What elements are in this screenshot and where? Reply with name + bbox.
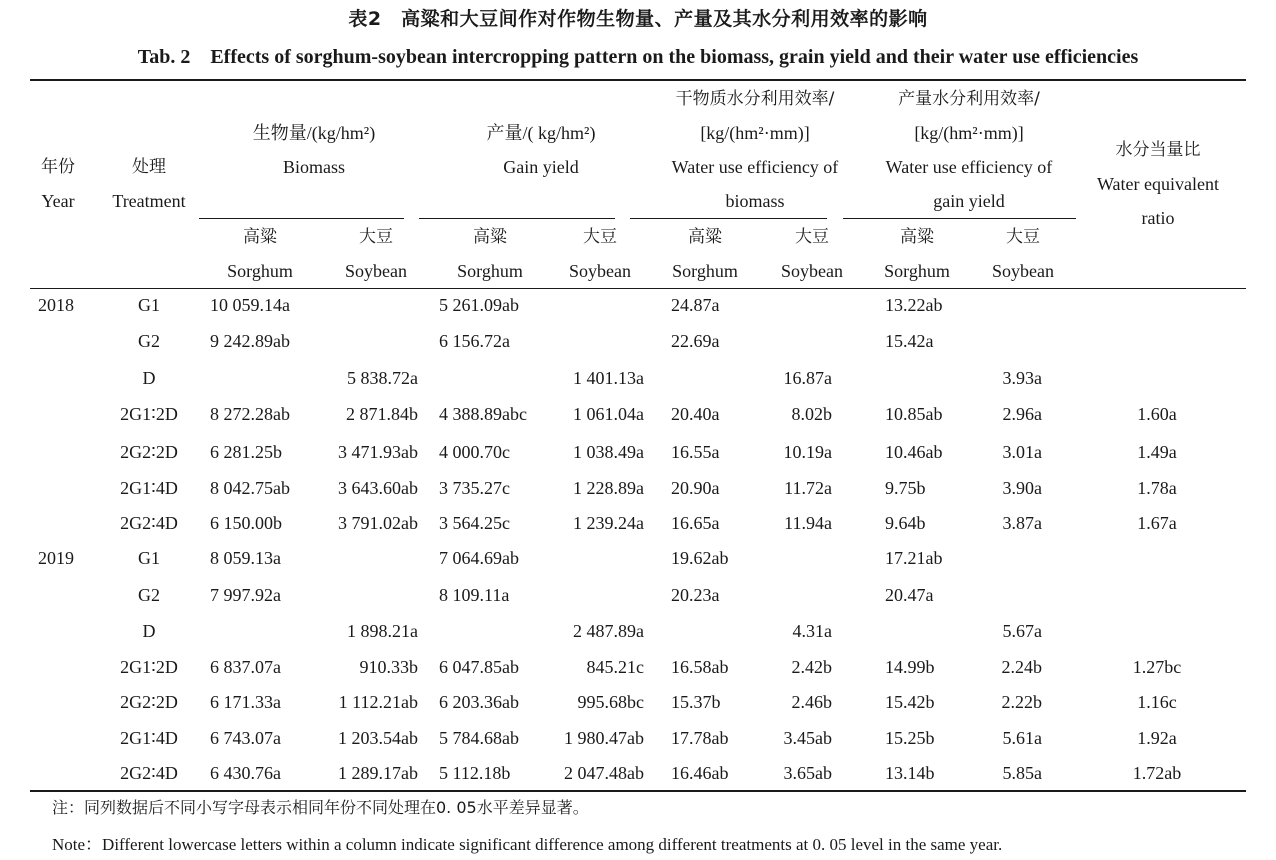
cell-yield-soybean: 845.21c xyxy=(586,657,644,677)
note-cn: 注：同列数据后不同小写字母表示相同年份不同处理在0. 05水平差异显著。 xyxy=(52,798,589,817)
cell-biomass-sorghum: 10 059.14a xyxy=(210,295,290,315)
cell-water-equivalent-ratio: 1.49a xyxy=(1137,442,1177,462)
cell-biomass-soybean: 2 871.84b xyxy=(346,404,418,424)
cell-yield-soybean: 2 487.89a xyxy=(573,621,644,641)
cell-wuey-sorghum: 10.85ab xyxy=(885,404,943,424)
biomass-header: 生物量/(kg/hm²) Biomass xyxy=(252,123,376,177)
cell-biomass-soybean: 3 791.02ab xyxy=(338,513,418,533)
cell-biomass-soybean: 5 838.72a xyxy=(347,368,418,388)
sub-wuey-sorghum: 高粱 Sorghum xyxy=(884,227,950,281)
cell-biomass-sorghum: 9 242.89ab xyxy=(210,331,290,351)
cell-wueb-sorghum: 15.37b xyxy=(671,692,721,712)
cell-wueb-sorghum: 16.55a xyxy=(671,442,720,462)
cell-biomass-soybean: 1 898.21a xyxy=(347,621,418,641)
cell-biomass-soybean: 1 112.21ab xyxy=(338,692,418,712)
cell-yield-soybean: 995.68bc xyxy=(577,692,644,712)
sub-wueb-soybean: 大豆 Soybean xyxy=(781,227,843,281)
cell-wuey-sorghum: 13.22ab xyxy=(885,295,943,315)
cell-yield-sorghum: 4 388.89abc xyxy=(439,404,527,424)
cell-wueb-soybean: 4.31a xyxy=(792,621,832,641)
cell-biomass-soybean: 3 643.60ab xyxy=(338,478,418,498)
cell-wuey-soybean: 2.24b xyxy=(1001,657,1042,677)
cell-water-equivalent-ratio: 1.60a xyxy=(1137,404,1177,424)
sub-wuey-soybean: 大豆 Soybean xyxy=(992,227,1054,281)
cell-yield-sorghum: 6 047.85ab xyxy=(439,657,519,677)
treatment-header: 处理 Treatment xyxy=(112,157,186,211)
cell-wueb-soybean: 8.02b xyxy=(791,404,832,424)
wueb-group-rule xyxy=(630,218,827,219)
cell-yield-soybean: 1 980.47ab xyxy=(564,728,644,748)
cell-wueb-soybean: 2.42b xyxy=(791,657,832,677)
cell-wueb-sorghum: 20.90a xyxy=(671,478,720,498)
cell-wuey-soybean: 2.22b xyxy=(1001,692,1042,712)
cell-biomass-sorghum: 6 837.07a xyxy=(210,657,281,677)
cell-yield-soybean: 1 401.13a xyxy=(573,368,644,388)
cell-treatment: D xyxy=(142,368,156,388)
cell-yield-soybean: 2 047.48ab xyxy=(564,763,644,783)
cell-treatment: 2G2∶4D xyxy=(120,763,178,783)
water-equivalent-ratio-header: 水分当量比 Water equivalent ratio xyxy=(1097,140,1219,228)
cell-wueb-sorghum: 16.46ab xyxy=(671,763,729,783)
cell-biomass-soybean: 910.33b xyxy=(359,657,418,677)
cell-treatment: G1 xyxy=(138,548,160,568)
cell-water-equivalent-ratio: 1.92a xyxy=(1137,728,1177,748)
cell-biomass-sorghum: 6 150.00b xyxy=(210,513,282,533)
cell-wuey-sorghum: 10.46ab xyxy=(885,442,943,462)
cell-yield-sorghum: 7 064.69ab xyxy=(439,548,519,568)
cell-yield-sorghum: 6 156.72a xyxy=(439,331,510,351)
cell-biomass-sorghum: 8 059.13a xyxy=(210,548,281,568)
cell-wuey-sorghum: 15.42b xyxy=(885,692,935,712)
cell-wueb-soybean: 3.65ab xyxy=(783,763,832,783)
cell-biomass-soybean: 1 289.17ab xyxy=(338,763,418,783)
cell-wuey-soybean: 3.87a xyxy=(1002,513,1042,533)
sub-yield-sorghum: 高粱 Sorghum xyxy=(457,227,523,281)
yield-group-rule xyxy=(419,218,615,219)
cell-biomass-soybean: 3 471.93ab xyxy=(338,442,418,462)
cell-yield-sorghum: 8 109.11a xyxy=(439,585,510,605)
cell-treatment: 2G2∶4D xyxy=(120,513,178,533)
cell-wuey-sorghum: 9.75b xyxy=(885,478,926,498)
biomass-group-rule xyxy=(199,218,404,219)
cell-biomass-sorghum: 7 997.92a xyxy=(210,585,281,605)
cell-wueb-soybean: 11.72a xyxy=(784,478,832,498)
cell-yield-sorghum: 3 735.27c xyxy=(439,478,510,498)
cell-wuey-sorghum: 9.64b xyxy=(885,513,926,533)
cell-biomass-sorghum: 6 281.25b xyxy=(210,442,282,462)
cell-biomass-sorghum: 8 272.28ab xyxy=(210,404,290,424)
cell-wuey-sorghum: 14.99b xyxy=(885,657,935,677)
cell-wueb-soybean: 3.45ab xyxy=(783,728,832,748)
cell-wueb-sorghum: 22.69a xyxy=(671,331,720,351)
cell-treatment: G2 xyxy=(138,331,160,351)
table-title-en: Tab. 2 Effects of sorghum-soybean intercropping pattern on the biomass, grain yield and their water use efficiencies xyxy=(137,46,1139,68)
cell-treatment: 2G2∶2D xyxy=(120,442,178,462)
wue-yield-header: 产量水分利用效率/ [kg/(hm²·mm)] Water use efficiency of gain yield xyxy=(885,89,1053,211)
cell-wuey-soybean: 3.93a xyxy=(1002,368,1042,388)
year-header: 年份 Year xyxy=(41,157,75,211)
cell-biomass-sorghum: 6 743.07a xyxy=(210,728,281,748)
wuey-group-rule xyxy=(843,218,1076,219)
cell-wuey-soybean: 5.67a xyxy=(1002,621,1042,641)
note-en: Note：Different lowercase letters within a column indicate significant difference among different treatments at 0. 05 level in the same year. xyxy=(52,835,1003,854)
wue-biomass-header: 干物质水分利用效率/ [kg/(hm²·mm)] Water use efficiency of biomass xyxy=(671,89,839,211)
cell-wueb-soybean: 11.94a xyxy=(784,513,832,533)
cell-yield-soybean: 1 239.24a xyxy=(573,513,644,533)
cell-yield-sorghum: 4 000.70c xyxy=(439,442,510,462)
yield-header: 产量/( kg/hm²) Gain yield xyxy=(486,123,596,177)
cell-wuey-soybean: 3.90a xyxy=(1002,478,1042,498)
cell-wuey-sorghum: 15.25b xyxy=(885,728,935,748)
cell-treatment: 2G1∶2D xyxy=(120,404,178,424)
table-title-cn: 表2 高粱和大豆间作对作物生物量、产量及其水分利用效率的影响 xyxy=(348,8,928,30)
cell-wueb-sorghum: 16.58ab xyxy=(671,657,729,677)
cell-wuey-sorghum: 20.47a xyxy=(885,585,934,605)
cell-wueb-soybean: 2.46b xyxy=(791,692,832,712)
sub-wueb-sorghum: 高粱 Sorghum xyxy=(672,227,738,281)
cell-yield-sorghum: 5 261.09ab xyxy=(439,295,519,315)
cell-wuey-sorghum: 17.21ab xyxy=(885,548,943,568)
cell-wuey-soybean: 5.61a xyxy=(1002,728,1042,748)
cell-wuey-sorghum: 13.14b xyxy=(885,763,935,783)
cell-yield-soybean: 1 228.89a xyxy=(573,478,644,498)
sub-biomass-soybean: 大豆 Soybean xyxy=(345,227,407,281)
bottom-rule xyxy=(30,790,1246,792)
cell-wueb-sorghum: 20.23a xyxy=(671,585,720,605)
cell-yield-sorghum: 5 784.68ab xyxy=(439,728,519,748)
cell-treatment: G1 xyxy=(138,295,160,315)
cell-biomass-sorghum: 6 171.33a xyxy=(210,692,281,712)
cell-yield-soybean: 1 038.49a xyxy=(573,442,644,462)
cell-wueb-sorghum: 17.78ab xyxy=(671,728,729,748)
sub-yield-soybean: 大豆 Soybean xyxy=(569,227,631,281)
header-bottom-rule xyxy=(30,288,1246,289)
cell-water-equivalent-ratio: 1.27bc xyxy=(1132,657,1182,677)
cell-wueb-sorghum: 24.87a xyxy=(671,295,720,315)
cell-wueb-sorghum: 19.62ab xyxy=(671,548,729,568)
cell-yield-sorghum: 6 203.36ab xyxy=(439,692,519,712)
cell-biomass-soybean: 1 203.54ab xyxy=(338,728,418,748)
cell-treatment: 2G2∶2D xyxy=(120,692,178,712)
top-rule xyxy=(30,79,1246,81)
cell-wueb-soybean: 16.87a xyxy=(783,368,832,388)
cell-wuey-soybean: 3.01a xyxy=(1002,442,1042,462)
cell-water-equivalent-ratio: 1.67a xyxy=(1137,513,1177,533)
cell-year: 2019 xyxy=(38,548,74,568)
sub-biomass-sorghum: 高粱 Sorghum xyxy=(227,227,293,281)
cell-year: 2018 xyxy=(38,295,74,315)
cell-wueb-sorghum: 20.40a xyxy=(671,404,720,424)
cell-wueb-sorghum: 16.65a xyxy=(671,513,720,533)
cell-water-equivalent-ratio: 1.72ab xyxy=(1132,763,1182,783)
cell-treatment: 2G1∶4D xyxy=(120,728,178,748)
cell-treatment: D xyxy=(142,621,156,641)
cell-water-equivalent-ratio: 1.78a xyxy=(1137,478,1177,498)
cell-biomass-sorghum: 8 042.75ab xyxy=(210,478,290,498)
cell-yield-soybean: 1 061.04a xyxy=(573,404,644,424)
cell-water-equivalent-ratio: 1.16c xyxy=(1137,692,1177,712)
cell-wuey-sorghum: 15.42a xyxy=(885,331,934,351)
cell-yield-sorghum: 3 564.25c xyxy=(439,513,510,533)
cell-treatment: G2 xyxy=(138,585,160,605)
cell-wuey-soybean: 2.96a xyxy=(1002,404,1042,424)
cell-wuey-soybean: 5.85a xyxy=(1002,763,1042,783)
cell-yield-sorghum: 5 112.18b xyxy=(439,763,511,783)
cell-wueb-soybean: 10.19a xyxy=(783,442,832,462)
cell-biomass-sorghum: 6 430.76a xyxy=(210,763,281,783)
cell-treatment: 2G1∶4D xyxy=(120,478,178,498)
cell-treatment: 2G1∶2D xyxy=(120,657,178,677)
